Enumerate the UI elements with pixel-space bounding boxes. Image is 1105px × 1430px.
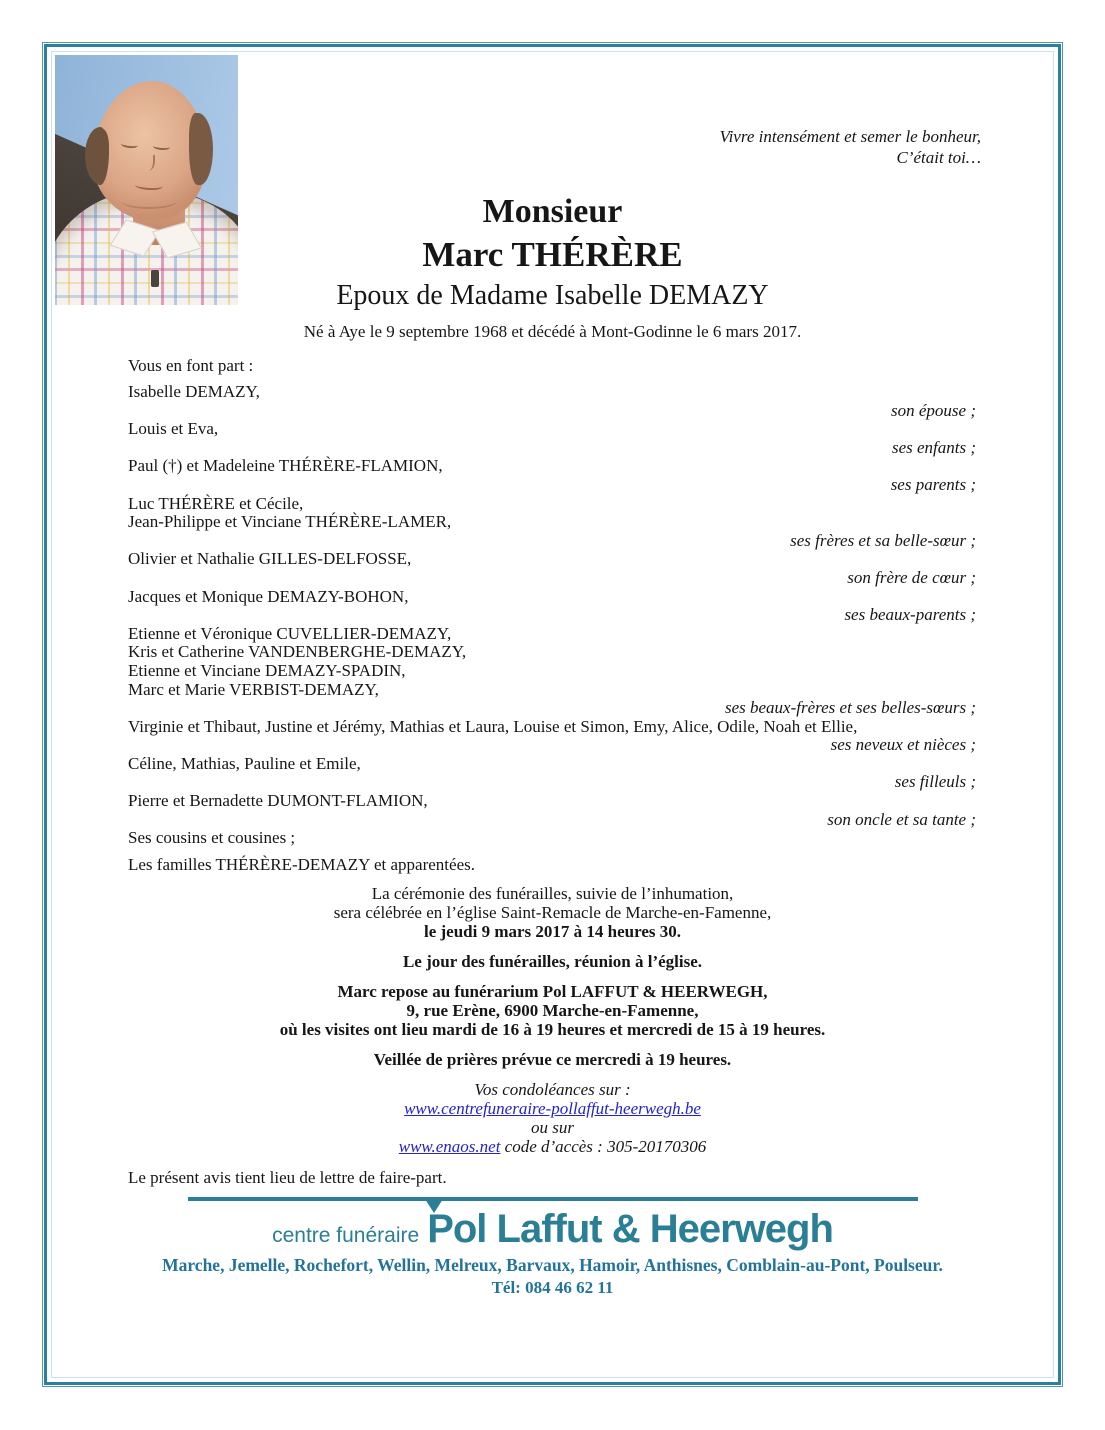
mourner-names: Isabelle DEMAZY,: [128, 382, 260, 401]
logo-triangle-icon: [425, 1199, 443, 1213]
mourner-relation: ses beaux-frères et ses belles-sœurs ;: [724, 698, 976, 718]
spouse-line: Epoux de Madame Isabelle DEMAZY: [336, 280, 769, 311]
funeral-home-phone: Tél: 084 46 62 11: [491, 1278, 614, 1298]
mourner-group: [128, 588, 976, 625]
epigraph-line1: Vivre intensément et semer le bonheur,: [719, 127, 981, 146]
mourner-group: [128, 457, 976, 494]
mourner-relation: son frère de cœur ;: [847, 567, 976, 587]
mourner-group: [128, 550, 976, 587]
mourner-names: Paul (†) et Madeleine THÉRÈRE-FLAMION,: [128, 456, 443, 476]
mourner-group: [128, 383, 976, 420]
mourner-names: Olivier et Nathalie GILLES-DELFOSSE,: [128, 549, 412, 569]
footer-divider: [188, 1197, 918, 1201]
mourner-group: [128, 792, 976, 829]
mourner-relation: ses parents ;: [890, 474, 976, 494]
mourner-names: Etienne et Véronique CUVELLIER-DEMAZY,: [128, 623, 452, 643]
funeral-home-footer: [52, 1197, 1053, 1297]
mourner-group: [128, 856, 976, 875]
mourner-names: Jean-Philippe et Vinciane THÉRÈRE-LAMER,: [128, 512, 452, 532]
mourner-names: Pierre et Bernadette DUMONT-FLAMION,: [128, 791, 428, 811]
ceremony-line: Le jour des funérailles, réunion à l’église.: [402, 952, 703, 972]
funeral-home-prefix: centre funéraire: [272, 1224, 420, 1248]
mourner-names: Céline, Mathias, Pauline et Emile,: [128, 753, 361, 773]
mourner-group: [128, 718, 976, 755]
closing-line: Le présent avis tient lieu de lettre de faire-part.: [128, 1168, 447, 1188]
ceremony-line: Marc repose au funérarium Pol LAFFUT & HEERWEGH,: [337, 982, 768, 1002]
mourner-group: [128, 625, 976, 718]
mourner-names: Les familles THÉRÈRE-DEMAZY et apparentées.: [128, 854, 475, 874]
condolences-intro: Vos condoléances sur :: [474, 1080, 631, 1100]
mourner-names: Marc et Marie VERBIST-DEMAZY,: [128, 679, 379, 699]
mourner-relation: son épouse ;: [891, 400, 976, 420]
ceremony-details: [52, 884, 1053, 1069]
ceremony-line: 9, rue Erène, 6900 Marche-en-Famenne,: [406, 1001, 699, 1021]
condolences-link-centrefuneraire[interactable]: www.centrefuneraire-pollaffut-heerwegh.be: [404, 1099, 701, 1119]
mourner-names: Etienne et Vinciane DEMAZY-SPADIN,: [128, 660, 406, 680]
mourner-relation: ses filleuls ;: [894, 772, 976, 792]
condolences-between: ou sur: [531, 1118, 574, 1138]
mourner-names: Jacques et Monique DEMAZY-BOHON,: [128, 586, 409, 606]
ceremony-line: La cérémonie des funérailles, suivie de l’inhumation,: [371, 884, 734, 904]
deceased-title: Monsieur: [482, 193, 623, 230]
deceased-portrait-photo: [55, 55, 238, 305]
funeral-home-locations: Marche, Jemelle, Rochefort, Wellin, Melreux, Barvaux, Hamoir, Anthisnes, Comblain-au-Pont, Poulseur.: [162, 1255, 943, 1276]
mourner-relation: ses beaux-parents ;: [844, 605, 976, 625]
deceased-name: Marc THÉRÈRE: [422, 235, 683, 274]
mourner-names: Virginie et Thibaut, Justine et Jérémy, Mathias et Laura, Louise et Simon, Emy, Alice, Odile, Noah et Ellie,: [128, 716, 858, 736]
announcement-intro: Vous en font part :: [128, 356, 254, 375]
mourner-relation: ses frères et sa belle-sœur ;: [790, 530, 976, 550]
ceremony-line: sera célébrée en l’église Saint-Remacle de Marche-en-Famenne,: [333, 903, 772, 923]
funeral-home-name: Pol Laffut & Heerwegh: [427, 1207, 833, 1251]
mourner-names: Louis et Eva,: [128, 419, 219, 439]
ceremony-paragraph: [52, 982, 1053, 1039]
condolences-block: [52, 1080, 1053, 1156]
mourner-names: Luc THÉRÈRE et Cécile,: [128, 493, 304, 513]
document-border: [42, 42, 1063, 1387]
mourners-list: [52, 383, 1053, 874]
mourner-relation: son oncle et sa tante ;: [827, 809, 976, 829]
access-code: code d’accès : 305-20170306: [500, 1137, 707, 1157]
mourner-names: Ses cousins et cousines ;: [128, 828, 296, 848]
mourner-group: [128, 495, 976, 551]
ceremony-paragraph: [52, 1050, 1053, 1069]
ceremony-line: le jeudi 9 mars 2017 à 14 heures 30.: [423, 922, 682, 942]
ceremony-line: où les visites ont lieu mardi de 16 à 19 heures et mercredi de 15 à 19 heures.: [279, 1020, 826, 1040]
funeral-home-logo: [52, 1207, 1053, 1251]
mourner-group: [128, 755, 976, 792]
epigraph-line2: C’était toi…: [896, 148, 981, 167]
mourner-names: Kris et Catherine VANDENBERGHE-DEMAZY,: [128, 642, 467, 662]
mourner-relation: ses enfants ;: [891, 437, 976, 457]
ceremony-line: Veillée de prières prévue ce mercredi à 19 heures.: [373, 1050, 732, 1070]
ceremony-paragraph: [52, 952, 1053, 971]
ceremony-paragraph: [52, 884, 1053, 941]
mourner-relation: ses neveux et nièces ;: [830, 735, 976, 755]
mourner-group: [128, 829, 976, 848]
birth-death-line: Né à Aye le 9 septembre 1968 et décédé à Mont-Godinne le 6 mars 2017.: [303, 322, 802, 341]
condolences-link-enaos[interactable]: www.enaos.net: [398, 1137, 501, 1157]
mourner-group: [128, 420, 976, 457]
